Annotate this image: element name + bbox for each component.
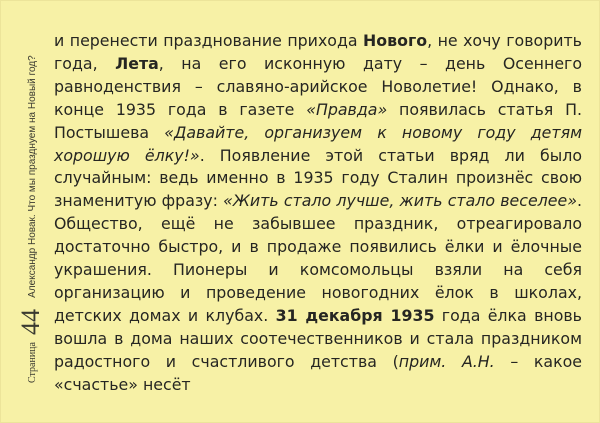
page-sidebar bbox=[18, 18, 44, 383]
page-label: Страница bbox=[27, 342, 38, 383]
text-segment: – какое «счастье» несёт bbox=[54, 351, 583, 394]
bold-text: Лета bbox=[115, 53, 159, 73]
italic-text: «Жить стало лучше, жить стало веселее» bbox=[223, 191, 577, 211]
text-segment: , на его исконную дату – день Осеннего равноденствия – славяно-арийское Новолетие! Однако, в конце 1935 года в газете bbox=[54, 53, 583, 119]
text-segment: года ёлка вновь вошла в дома наших соотечественников и стала праздником радостного и счастливого детства ( bbox=[54, 305, 582, 371]
bold-text: Нового bbox=[363, 31, 428, 50]
text-segment: . Общество, ещё не забывшее праздник, отреагировало достаточно быстро, и в продаже появились ёлки и ёлочные украшения. Пионеры и комсомольцы взяли на себя организацию и проведение новогодних ёлок в школах, детских домах и клубах. bbox=[54, 191, 582, 325]
text-segment: появилась статья П. Постышева bbox=[54, 99, 583, 142]
italic-text: «Правда» bbox=[306, 99, 388, 119]
running-title: Александр Новак. Что мы празднуем на Новый год? bbox=[27, 55, 38, 298]
body-text bbox=[54, 30, 582, 397]
italic-text: «Давайте, организуем к новому году детям хорошую ёлку!» bbox=[54, 122, 583, 165]
text-segment: . Появление этой статьи вряд ли было случайным: ведь именно в 1935 году Сталин произнёс свою знаменитую фразу: bbox=[54, 145, 582, 211]
text-segment: и перенести празднование прихода bbox=[54, 31, 364, 50]
page-number: 44 bbox=[16, 308, 45, 335]
italic-text: прим. А.Н. bbox=[398, 351, 495, 371]
bold-text: 31 декабря 1935 bbox=[275, 305, 435, 325]
text-segment: , не хочу говорить года, bbox=[54, 31, 582, 73]
